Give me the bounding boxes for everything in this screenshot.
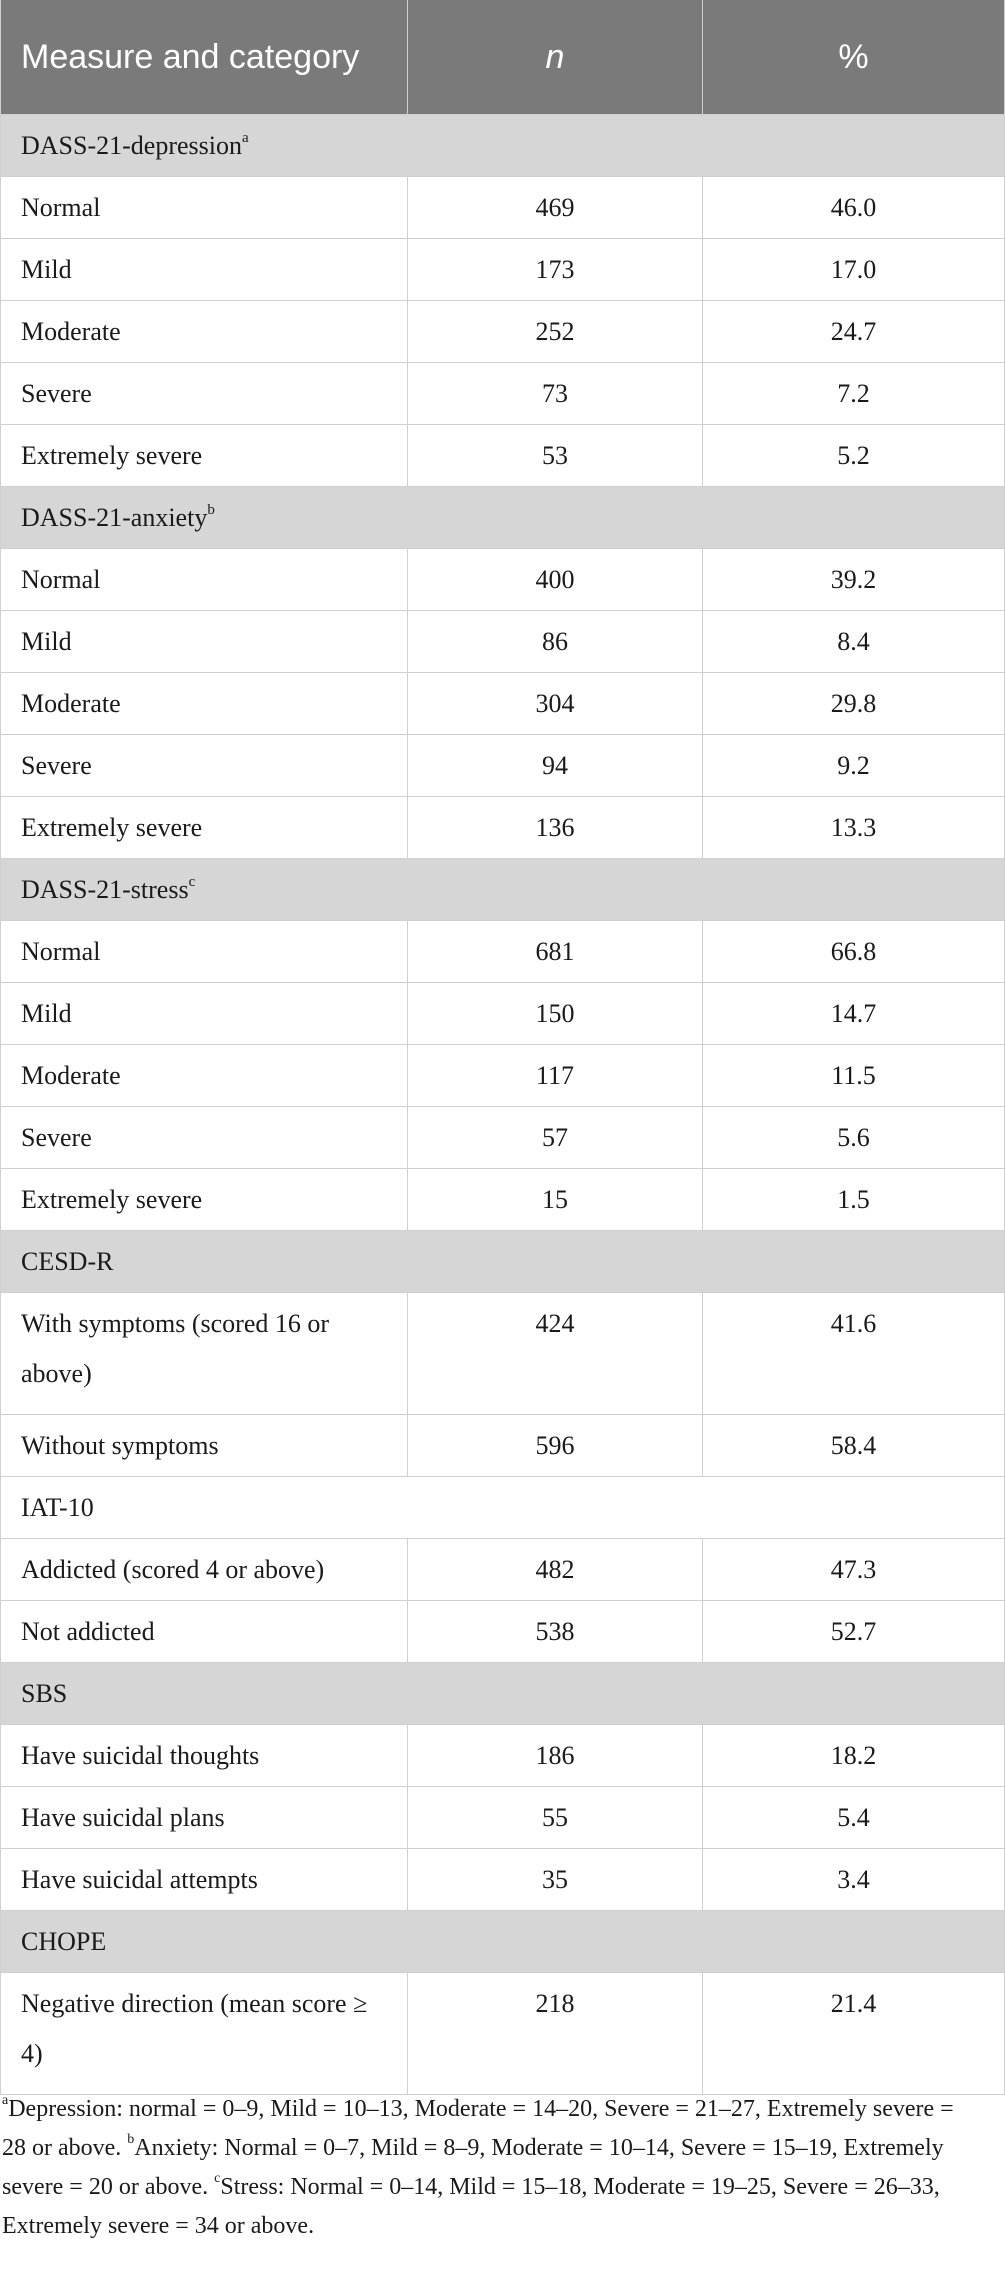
n-cell: 252 [408, 300, 703, 362]
n-cell: 117 [408, 1044, 703, 1106]
percent-cell: 47.3 [703, 1538, 1005, 1600]
percent-cell: 18.2 [703, 1724, 1005, 1786]
percent-cell: 58.4 [703, 1414, 1005, 1476]
n-cell: 35 [408, 1848, 703, 1910]
percent-cell: 41.6 [703, 1292, 1005, 1414]
table-row [1, 1106, 1005, 1168]
percent-cell: 66.8 [703, 920, 1005, 982]
percent-cell: 24.7 [703, 300, 1005, 362]
header-row [1, 0, 1005, 114]
table-row [1, 1848, 1005, 1910]
header-percent: % [703, 0, 1005, 114]
percent-cell: 11.5 [703, 1044, 1005, 1106]
n-cell: 186 [408, 1724, 703, 1786]
section-row [1, 486, 1005, 548]
section-row [1, 1476, 1005, 1538]
section-row [1, 858, 1005, 920]
table-row [1, 362, 1005, 424]
category-cell: Severe [1, 734, 408, 796]
percent-cell: 17.0 [703, 238, 1005, 300]
n-cell: 150 [408, 982, 703, 1044]
n-cell: 469 [408, 176, 703, 238]
section-title-text: CHOPE [21, 1926, 107, 1956]
percent-cell: 7.2 [703, 362, 1005, 424]
percent-cell: 5.2 [703, 424, 1005, 486]
section-title [1, 486, 1005, 548]
section-title [1, 858, 1005, 920]
percent-cell: 5.6 [703, 1106, 1005, 1168]
percent-cell: 21.4 [703, 1972, 1005, 2094]
percent-cell: 8.4 [703, 610, 1005, 672]
category-cell: Severe [1, 362, 408, 424]
percent-cell: 13.3 [703, 796, 1005, 858]
n-cell: 173 [408, 238, 703, 300]
section-title [1, 1230, 1005, 1292]
percent-cell: 1.5 [703, 1168, 1005, 1230]
table-row [1, 238, 1005, 300]
footnote-marker: b [127, 2132, 135, 2147]
footnote-marker: a [2, 2093, 9, 2108]
n-cell: 53 [408, 424, 703, 486]
percent-cell: 3.4 [703, 1848, 1005, 1910]
section-row [1, 114, 1005, 176]
table-body [1, 114, 1005, 2094]
category-cell: Not addicted [1, 1600, 408, 1662]
section-row [1, 1662, 1005, 1724]
category-cell: Have suicidal plans [1, 1786, 408, 1848]
percent-cell: 52.7 [703, 1600, 1005, 1662]
percent-cell: 39.2 [703, 548, 1005, 610]
category-cell: Extremely severe [1, 796, 408, 858]
n-cell: 681 [408, 920, 703, 982]
table-row [1, 920, 1005, 982]
table-row [1, 300, 1005, 362]
section-title-text: SBS [21, 1678, 68, 1708]
category-cell: Extremely severe [1, 1168, 408, 1230]
footnote-text: Stress: Normal = 0–14, Mild = 15–18, Moderate = 19–25, Severe = 26–33, Extremely severe = 34 or above. [2, 2174, 940, 2239]
section-title-text: DASS-21-anxiety [21, 502, 208, 532]
category-cell: Mild [1, 238, 408, 300]
n-cell: 86 [408, 610, 703, 672]
section-title-text: DASS-21-depression [21, 130, 242, 160]
footnote-text: Depression: normal = 0–9, Mild = 10–13, Moderate = 14–20, Severe = 21–27, Extremely severe = 28 or above. [2, 2096, 954, 2161]
table-footnote [0, 2090, 982, 2246]
category-cell: Normal [1, 548, 408, 610]
category-cell: Mild [1, 610, 408, 672]
table-row [1, 548, 1005, 610]
category-cell: Negative direction (mean score ≥ 4) [1, 1972, 408, 2094]
n-cell: 596 [408, 1414, 703, 1476]
n-cell: 94 [408, 734, 703, 796]
section-row [1, 1910, 1005, 1972]
table-row [1, 1414, 1005, 1476]
header-n: n [408, 0, 703, 114]
section-row [1, 1230, 1005, 1292]
table-row [1, 1600, 1005, 1662]
table-row [1, 424, 1005, 486]
section-title [1, 1910, 1005, 1972]
percent-cell: 14.7 [703, 982, 1005, 1044]
section-title [1, 114, 1005, 176]
n-cell: 15 [408, 1168, 703, 1230]
category-cell: Addicted (scored 4 or above) [1, 1538, 408, 1600]
table-row [1, 672, 1005, 734]
n-cell: 538 [408, 1600, 703, 1662]
category-cell: Mild [1, 982, 408, 1044]
section-title-text: DASS-21-stress [21, 874, 189, 904]
section-title-text: IAT-10 [21, 1492, 94, 1522]
table-row [1, 1972, 1005, 2094]
n-cell: 73 [408, 362, 703, 424]
category-cell: Without symptoms [1, 1414, 408, 1476]
footnote-marker: c [214, 2171, 221, 2186]
table-row [1, 1724, 1005, 1786]
category-cell: Normal [1, 176, 408, 238]
percent-cell: 46.0 [703, 176, 1005, 238]
n-cell: 218 [408, 1972, 703, 2094]
table-header [1, 0, 1005, 114]
n-cell: 482 [408, 1538, 703, 1600]
footnote-text: Anxiety: Normal = 0–7, Mild = 8–9, Moderate = 10–14, Severe = 15–19, Extremely severe = 20 or above. [2, 2135, 944, 2200]
footnote-marker: a [242, 129, 249, 146]
table-row [1, 1538, 1005, 1600]
table-row [1, 1786, 1005, 1848]
category-cell: Severe [1, 1106, 408, 1168]
table-row [1, 610, 1005, 672]
n-cell: 136 [408, 796, 703, 858]
table-row [1, 176, 1005, 238]
header-measure: Measure and category [1, 0, 408, 114]
category-cell: Moderate [1, 1044, 408, 1106]
section-title [1, 1662, 1005, 1724]
n-cell: 57 [408, 1106, 703, 1168]
category-cell: With symptoms (scored 16 or above) [1, 1292, 408, 1414]
table-row [1, 1044, 1005, 1106]
category-cell: Normal [1, 920, 408, 982]
table-row [1, 734, 1005, 796]
percent-cell: 5.4 [703, 1786, 1005, 1848]
n-cell: 304 [408, 672, 703, 734]
category-cell: Moderate [1, 672, 408, 734]
category-cell: Moderate [1, 300, 408, 362]
table-row [1, 796, 1005, 858]
category-cell: Have suicidal thoughts [1, 1724, 408, 1786]
table-row [1, 1168, 1005, 1230]
percent-cell: 29.8 [703, 672, 1005, 734]
section-title [1, 1476, 1005, 1538]
n-cell: 55 [408, 1786, 703, 1848]
footnote-marker: b [207, 501, 215, 518]
category-cell: Extremely severe [1, 424, 408, 486]
section-title-text: CESD-R [21, 1246, 114, 1276]
category-cell: Have suicidal attempts [1, 1848, 408, 1910]
percent-cell: 9.2 [703, 734, 1005, 796]
footnote-marker: c [188, 873, 196, 890]
n-cell: 424 [408, 1292, 703, 1414]
table-row [1, 982, 1005, 1044]
table-row [1, 1292, 1005, 1414]
n-cell: 400 [408, 548, 703, 610]
